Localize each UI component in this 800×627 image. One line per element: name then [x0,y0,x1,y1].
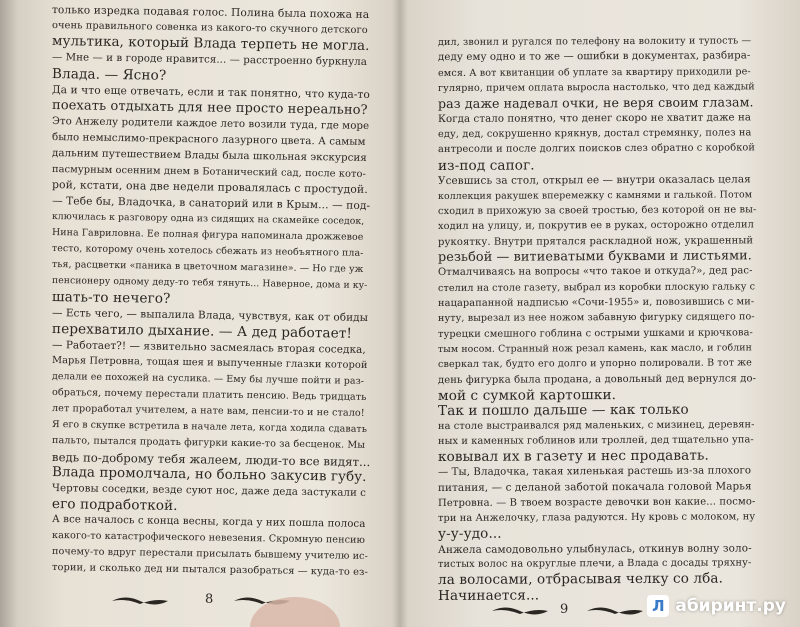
right-page-line: сходил в прихожую за своей тростью, без которой он не вы- [437,204,757,217]
right-page-line: деду ему одно и то же — ошибки в документах, разбира- [437,50,751,64]
right-page-line: ходил на улицу, и, покрутив ее в руках, осторожно отделил [437,219,754,233]
right-page-line: Начинается... [437,587,540,604]
left-page-line: Это Анжелу родители каждое лето возили туда, где море [51,115,370,132]
right-page-line: стелил на столе газету, выбрал из коробки плоскую гальку с [437,280,756,294]
right-page-line: тистых волос на округлые плечи, а Влада с досады тряхну- [437,557,752,570]
right-page-line: Петровна. — В твоем возрасте девочки вон какие... посмо- [437,495,756,509]
right-page-line: емся. А вот квитанции об уплате за квартиру приходили ре- [437,66,751,79]
right-page-line: дил, звонил и ругался по телефону на волокиту и тупость — [437,35,752,48]
ornament-right-b [585,604,645,618]
left-page-line: шать-то нечего? [51,289,171,307]
right-page-line: день фигурка была продана, а довольный дед вернулся до- [437,373,757,386]
left-page-line: какого-то катастрофического невезения. Скромную пенсию [51,530,366,547]
left-page-line: перехватило дыхание. — А дед работает! [51,321,353,342]
left-page-line: Я его в скупке встретила в начале лета, когда ходила сдавать [51,418,368,435]
right-page-line: нацарапанной надписью «Сочи-1955» и, повозившись с ми- [437,296,755,309]
right-page-line: сверкал так, будто его долго и упорно полировали. В тот же [437,357,752,371]
right-page-line: ковывал их в газету и нес продавать. [437,448,709,466]
left-page-line: почему-то вдруг перестали присылать бывшему учителю ис- [51,546,369,563]
left-page-line: пенсионеру одному деду-то тебя тянуть... Наверное, дома и ку- [51,275,368,292]
right-page-line: Когда стало понятно, что денег скоро не хватит даже на [437,112,752,125]
left-page-line: дальним путешествием Влады была школьная экскурсия [51,147,367,164]
ornament-left-a [110,594,170,608]
left-page-line: обраться, почему перестали платить пенсию. Ведь тридцать [51,386,367,403]
left-page-line: тесто, которому очень хотелось сбежать из необъятного пла- [51,243,364,260]
right-page-line: — Ты, Владочка, такая хиленькая растешь из-за плохого [437,465,752,478]
right-page-line: на столе выстраивался ряд маленьких, с мизинец, деревян- [437,419,755,432]
right-page-line: антресоли и после долгих поисков слез обратно с коробкой [437,142,756,156]
watermark-text: абиринт.ру [675,596,786,616]
left-page-line: ведь по-доброму тебя жалеем, люди-то все видят... [51,449,371,469]
right-page-line: гулярно, причем оплата выросла настолько, что дед каждый [437,81,755,95]
right-page-line: рукоятку. Внутри прятался раскладной нож, украшенный [437,234,754,248]
ornament-right-a [490,604,550,618]
left-page-line: — Мне — и в городе нравится... — расстроенно буркнула [51,51,368,68]
left-page-line: пальто, пытался продать фигурки какие-то за бесценок. Мы [51,434,366,451]
right-page-line: три на Анжелочку, глаза радуются. Ну кровь с молоком, ну [437,511,756,524]
left-page-line: ключилась к разговору одна из сидящих на скамейке соседок, [51,211,365,228]
left-page-line: тья, расцветки «паника в цветочном магазине». — Но где уж [51,259,364,276]
right-page-line: ла волосами, отбрасывая челку со лба. [437,570,724,589]
left-page-line: — Есть чего, — выпалила Влада, чувствуя, как от обиды [51,307,369,325]
left-page-line: делали ее похожей на суслика. — Ему бы лучше пойти и раз- [51,370,365,387]
right-page-line: еду, дед, сокрушенно крякнув, достал стремянку, полез на [437,127,752,141]
right-page-line: резьбой — витиеватыми буквами и листьями. [437,248,753,265]
right-page-line: турецки смешного гоблина с острыми ушками и крючкова- [437,326,753,340]
left-page-line: его подработкой. [51,496,178,515]
left-page-line: Нина Гавриловна. Ее полная фигура напоминала дрожжевое [51,227,364,244]
left-page-line: Да и что еще отвечать, если и так понятно, что куда-то [51,83,370,101]
left-page-line: — Работает?! — язвительно засмеялась вторая соседка, [51,338,366,356]
right-page-line: нуту, вырезал из нее ножом забавную фигурку сидящего по- [437,311,755,325]
page-number-right: 9 [560,602,569,617]
page-edge-shadow [0,0,18,627]
right-page-line: Усевшись за стол, открыл ее — внутри оказалась целая [437,173,751,188]
labirint-watermark [647,595,786,617]
right-page-line: мой с сумкой картошки. [437,387,617,405]
left-page-line: Чертовы соседки, везде суют нос, даже деда застукали с [51,482,367,499]
left-page-line: Марья Петровна, тощая шея и выпученные глазки которой [51,354,368,371]
left-page-line: рой, кстати, она две недели провалялась с простудой. [51,178,368,197]
right-page [400,0,800,627]
right-page-line: Отмалчиваясь на вопросы «что такое и откуда?», дед рас- [437,265,753,279]
left-page-line: было немыслимо-прекрасного лазурного цвета. А самым [51,131,366,148]
left-page-line: — Тебе бы, Владочка, в санаторий или в Крым... — под- [51,195,371,213]
right-page-line: Анжела самодовольно улыбнулась, откинув волну золо- [437,541,752,556]
right-page-line: у-у-удо... [437,525,502,543]
left-page-line: Влада промолчала, но больно закусив губу. [51,464,367,485]
left-page-line: очень правильного совенка из какого-то скучного детского [51,19,368,36]
right-page-line: из-под сапог. [437,157,535,174]
right-page-line: раз даже надевал очки, не веря своим глазам. [437,94,754,112]
right-page-line: Так и пошло дальше — как только [437,402,689,420]
left-page-line: тории, и сколько дед ни пытался разобраться — куда-то ез- [51,562,368,579]
left-page-line: А все началось с конца весны, когда у них пошла полоса [51,514,366,531]
left-page-line: Влада. — Ясно? [51,65,167,84]
right-page-line: ных и каменных гоблинов или троллей, дед тщательно упа- [437,434,754,448]
labirint-logo-icon: Л [647,595,669,617]
page-number-left: 8 [205,592,214,607]
right-page-line: питания, — с деланой заботой покачала головой Марья [437,480,752,495]
right-page-line: тым носом. Странный нож резал камень, как масло, и гоблин [437,342,752,355]
left-page-line: поехать отдыхать для нее просто нереально? [51,97,368,118]
right-page-line: коллекция ракушек вперемежку с камнями и галькой. Потом [437,188,753,202]
left-page-line: мультика, который Влада терпеть не могла. [51,33,370,54]
left-page-line: только изредка подавая голос. Полина была похожа на [51,4,370,21]
left-page-line: лет проработал учителем, а нате вам, пенсии-то и не стало! [51,402,365,419]
left-page-line: пасмурным осенним днем в Ботанический сад, после кото- [51,163,367,180]
